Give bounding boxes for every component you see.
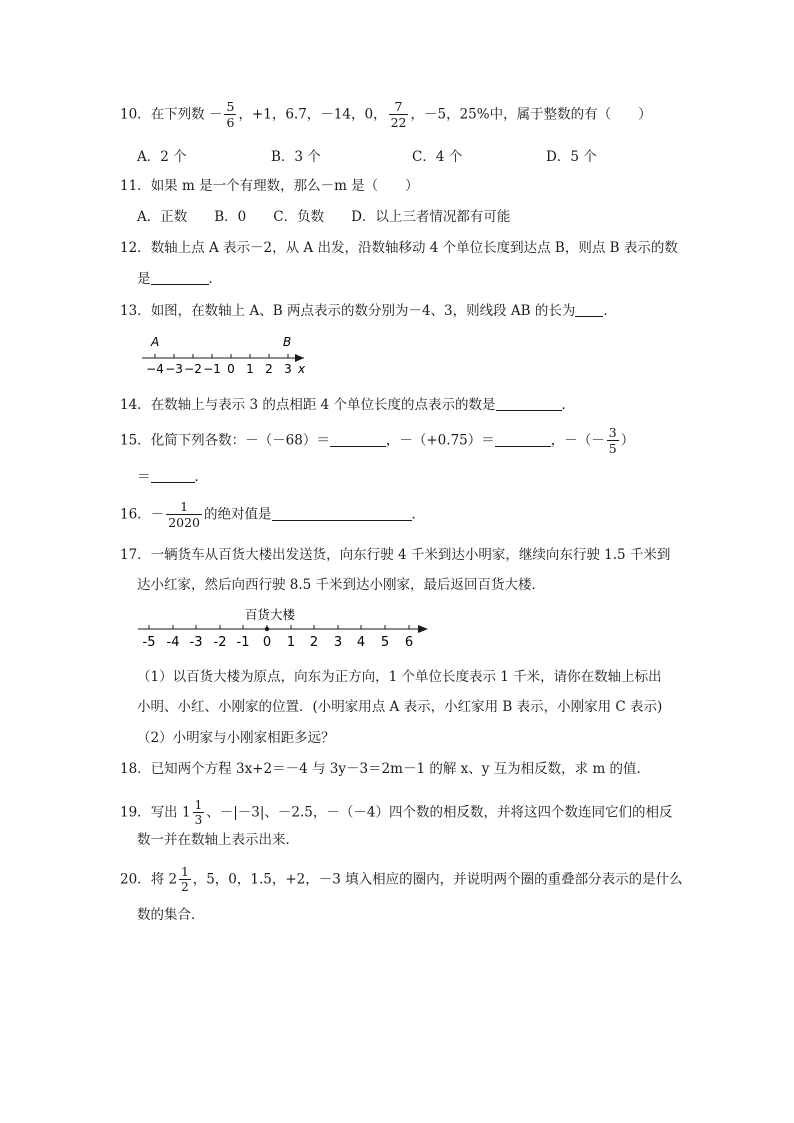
option-b: B．3 个: [271, 149, 321, 165]
question-20: 20．将 2 $\frac{1}{2}$ ，5，0，1.5，+2，－3 填入相应的圈内，并说明两个圈的重叠部分表示的是什么: [120, 865, 683, 894]
answer-blank[interactable]: [330, 432, 386, 447]
axis-x-label: x: [298, 362, 306, 376]
question-number: 15．: [120, 432, 151, 449]
question-17-part2: （2）小明家与小刚家相距多远？: [137, 730, 335, 746]
tick-label: −1: [203, 362, 221, 376]
question-12-line2: 是 ．: [137, 271, 222, 287]
tick-label: -1: [236, 635, 250, 650]
question-18: 18．已知两个方程 3x+2＝－4 与 3y－3＝2m－1 的解 x、y 互为相反数，求 m 的值．: [120, 761, 651, 777]
tick-label: 3: [284, 362, 292, 376]
question-number: 11．: [120, 178, 151, 194]
options-11: A．正数 B．0 C．负数 D．以上三者情况都有可能: [137, 209, 511, 225]
tick-label: −2: [184, 362, 202, 376]
tick-label: -2: [213, 635, 227, 650]
question-number: 16．: [120, 506, 151, 523]
tick-label: 1: [286, 635, 296, 650]
tick-label: -5: [142, 635, 156, 650]
question-number: 17．: [120, 547, 151, 563]
question-12: 12．数轴上点 A 表示－2，从 A 出发，沿数轴移动 4 个单位长度到达点 B，则点 B 表示的数: [120, 240, 678, 256]
origin-point: [265, 627, 269, 631]
origin-label: 百货大楼: [244, 607, 296, 622]
option-a: A．2 个: [137, 149, 187, 165]
number-line-diagram-13: [140, 333, 340, 379]
question-17: 17．一辆货车从百货大楼出发送货，向东行驶 4 千米到达小明家，继续向东行驶 1.5 千米到: [120, 547, 671, 563]
question-number: 13．: [120, 303, 151, 319]
question-number: 19．: [120, 804, 151, 821]
question-17-part1-line2: 小明、小红、小刚家的位置．(小明家用点 A 表示，小红家用 B 表示，小刚家用 C 表示): [137, 699, 663, 715]
tick-label: 2: [309, 635, 319, 650]
question-15-line2: ＝ ．: [137, 469, 208, 485]
fraction: $\frac{5}{6}$: [226, 99, 235, 130]
tick-label: 0: [227, 362, 235, 376]
fraction: $\frac{7}{22}$: [390, 99, 407, 130]
question-11: 11．如果 m 是一个有理数，那么－m 是（ ）: [120, 178, 419, 194]
answer-blank[interactable]: [272, 506, 412, 521]
tick-label: 0: [262, 635, 272, 650]
fraction: $\frac{3}{5}$: [608, 425, 617, 456]
tick-label: 3: [333, 635, 343, 650]
fraction: $\frac{1}{2020}$: [168, 499, 200, 530]
tick-label: −3: [165, 362, 183, 376]
point-a-label: A: [151, 335, 160, 349]
fraction: $\frac{1}{3}$: [194, 798, 203, 827]
question-number: 14．: [120, 397, 151, 413]
question-16: 16．－ $\frac{1}{2020}$ 的绝对值是 ．: [120, 499, 425, 530]
question-19-line2: 数一并在数轴上表示出来．: [137, 832, 299, 848]
tick-label: 5: [380, 635, 390, 650]
number-line-diagram-17: [136, 604, 436, 650]
question-10: 10．在下列数 － $\frac{5}{6}$ ，+1，6.7，－14，0， $\frac{7}{22}$ ，－5，25%中，属于整数的有（ ）: [120, 99, 652, 130]
question-number: 12．: [120, 240, 151, 256]
tick-label: 6: [404, 635, 414, 650]
question-17-part1-line1: （1）以百货大楼为原点，向东为正方向，1 个单位长度表示 1 千米，请你在数轴上标出: [137, 669, 662, 685]
question-15: 15．化简下列各数：－（－68）＝ ，－（+0.75）＝ ，－（－ $\frac{3}{5}$ ）: [120, 425, 635, 456]
question-number: 18．: [120, 761, 151, 777]
question-19: 19．写出 1 $\frac{1}{3}$ 、－|－3|、－2.5，－（－4）四个数的相反数，并将这四个数连同它们的相反: [120, 798, 673, 827]
option-c: C．4 个: [412, 149, 463, 165]
question-number: 10．: [120, 106, 151, 123]
point-b-label: B: [283, 335, 292, 349]
tick-label: 1: [246, 362, 254, 376]
answer-blank[interactable]: [495, 432, 551, 447]
option-d: D．5 个: [546, 149, 597, 165]
question-13: 13．如图，在数轴上 A、B 两点表示的数分别为－4、3，则线段 AB 的长为 ．: [120, 303, 617, 319]
question-14: 14．在数轴上与表示 3 的点相距 4 个单位长度的点表示的数是 ．: [120, 397, 576, 413]
question-17-line2: 达小红家，然后向西行驶 8.5 千米到达小刚家，最后返回百货大楼．: [137, 577, 546, 593]
answer-blank[interactable]: [575, 302, 603, 317]
tick-label: 2: [265, 362, 273, 376]
tick-label: 4: [356, 635, 366, 650]
answer-blank[interactable]: [151, 468, 195, 483]
answer-blank[interactable]: [151, 270, 209, 285]
tick-label: -4: [166, 635, 180, 650]
question-number: 20．: [120, 871, 151, 888]
tick-label: -3: [189, 635, 203, 650]
fraction: $\frac{1}{2}$: [181, 865, 189, 894]
answer-blank[interactable]: [496, 396, 562, 411]
tick-label: −4: [146, 362, 164, 376]
question-20-line2: 数的集合．: [137, 907, 205, 923]
